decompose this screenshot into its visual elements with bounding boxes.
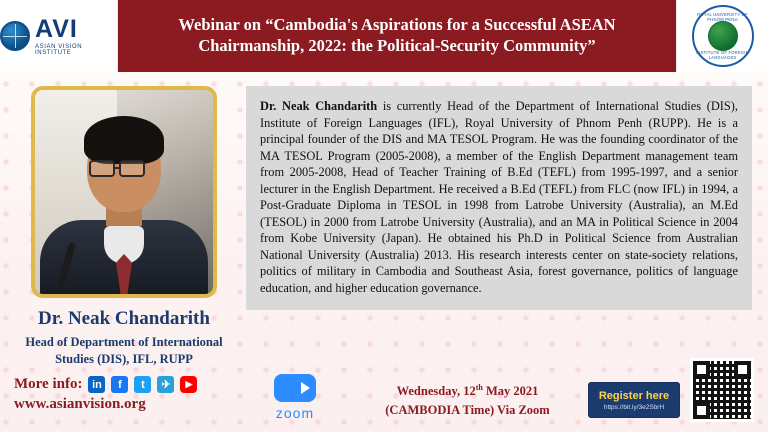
speaker-title bbox=[24, 334, 224, 368]
bio-lead-name: Dr. Neak Chandarith bbox=[260, 99, 378, 113]
poster-footer bbox=[0, 370, 768, 432]
website-url[interactable]: www.asianvision.org bbox=[14, 396, 146, 412]
qr-eye-top-left bbox=[693, 361, 710, 378]
photo-glasses-right bbox=[119, 160, 145, 177]
event-date: Wednesday, 12 bbox=[396, 384, 476, 399]
poster-header bbox=[0, 0, 768, 72]
globe-icon bbox=[0, 21, 30, 51]
speaker-title-line1: Head of Department of International bbox=[25, 335, 223, 349]
speaker-name: Dr. Neak Chandarith bbox=[38, 308, 210, 329]
date-ordinal: th bbox=[475, 383, 483, 392]
seal-emblem-icon bbox=[708, 21, 738, 51]
qr-eye-bottom-left bbox=[693, 402, 710, 419]
seal-bottom-text: INSTITUTE OF FOREIGN LANGUAGES bbox=[696, 50, 749, 60]
facebook-icon[interactable]: f bbox=[111, 376, 128, 393]
more-info-label: More info: bbox=[14, 376, 83, 392]
event-datetime bbox=[360, 382, 575, 420]
photo-glasses-left bbox=[89, 160, 115, 177]
linkedin-icon[interactable]: in bbox=[88, 376, 105, 393]
speaker-bio bbox=[246, 86, 752, 310]
event-timezone: (CAMBODIA Time) Via Zoom bbox=[385, 402, 550, 417]
zoom-icon bbox=[274, 374, 316, 402]
photo-glasses-bridge bbox=[115, 167, 121, 169]
zoom-platform-block bbox=[252, 374, 338, 421]
qr-eye-top-right bbox=[734, 361, 751, 378]
qr-code[interactable] bbox=[690, 358, 754, 422]
register-button[interactable] bbox=[588, 382, 680, 418]
youtube-icon[interactable]: ▶ bbox=[180, 376, 197, 393]
rupp-seal-icon bbox=[692, 5, 754, 67]
avi-logo-subtitle: ASIAN VISION INSTITUTE bbox=[35, 43, 83, 56]
banner-title-container bbox=[118, 0, 676, 72]
twitter-icon[interactable]: t bbox=[134, 376, 151, 393]
avi-logo bbox=[0, 14, 117, 56]
photo-hair bbox=[84, 116, 164, 164]
qr-pattern bbox=[693, 361, 751, 419]
university-seal-container bbox=[676, 0, 768, 72]
speaker-title-line2: Studies (DIS), IFL, RUPP bbox=[55, 351, 193, 366]
register-label: Register here bbox=[598, 389, 670, 402]
seal-top-text: ROYAL UNIVERSITY OF PHNOM PENH bbox=[697, 12, 748, 22]
bio-text: is currently Head of the Department of International Studies (DIS), Institute of Foreign Languages (IFL), Royal University of Phnom Penh (RUPP). He is a principal founder of the DIS and MA TESOL Program. He was the founding coordinator of the MA TESOL Program (2005-2008), a member of the English Department management team from 2005-2008, Head of Teacher Training of B.Ed (TEFL) from 1995-1997, and a senior lecturer in the English Department. He received a B.Ed (TEFL) from FLC (now IFL) in 1994, a Post-Graduate Diploma in TESOL in 1998 from Latrobe University (Australia), an M.Ed (TESOL) in 2000 from Latrobe University (Australia), and an MA in Political Science in 2004 from Kobe University (Japan). He obtained his Ph.D in Political Science from Australian National University (Australia) 2013. His research interests center on state-society relations, politics of military in Cambodia and Southeast Asia, forest governance, politics of language education, and higher education governance. bbox=[260, 99, 739, 295]
register-url: https://bit.ly/3e2SbrH bbox=[603, 403, 665, 411]
zoom-label: zoom bbox=[275, 405, 315, 421]
event-date-rest: May 2021 bbox=[482, 384, 539, 399]
telegram-icon[interactable]: ✈ bbox=[157, 376, 174, 393]
poster-body bbox=[0, 72, 768, 370]
speaker-photo bbox=[31, 86, 217, 298]
speaker-photo-column bbox=[24, 86, 224, 368]
contact-block bbox=[14, 376, 224, 413]
webinar-title: Webinar on “Cambodia's Aspirations for a Successful ASEAN Chairmanship, 2022: the Political-Security Community” bbox=[178, 15, 616, 55]
avi-logo-name: AVI bbox=[35, 14, 78, 43]
avi-logo-container bbox=[0, 0, 118, 72]
